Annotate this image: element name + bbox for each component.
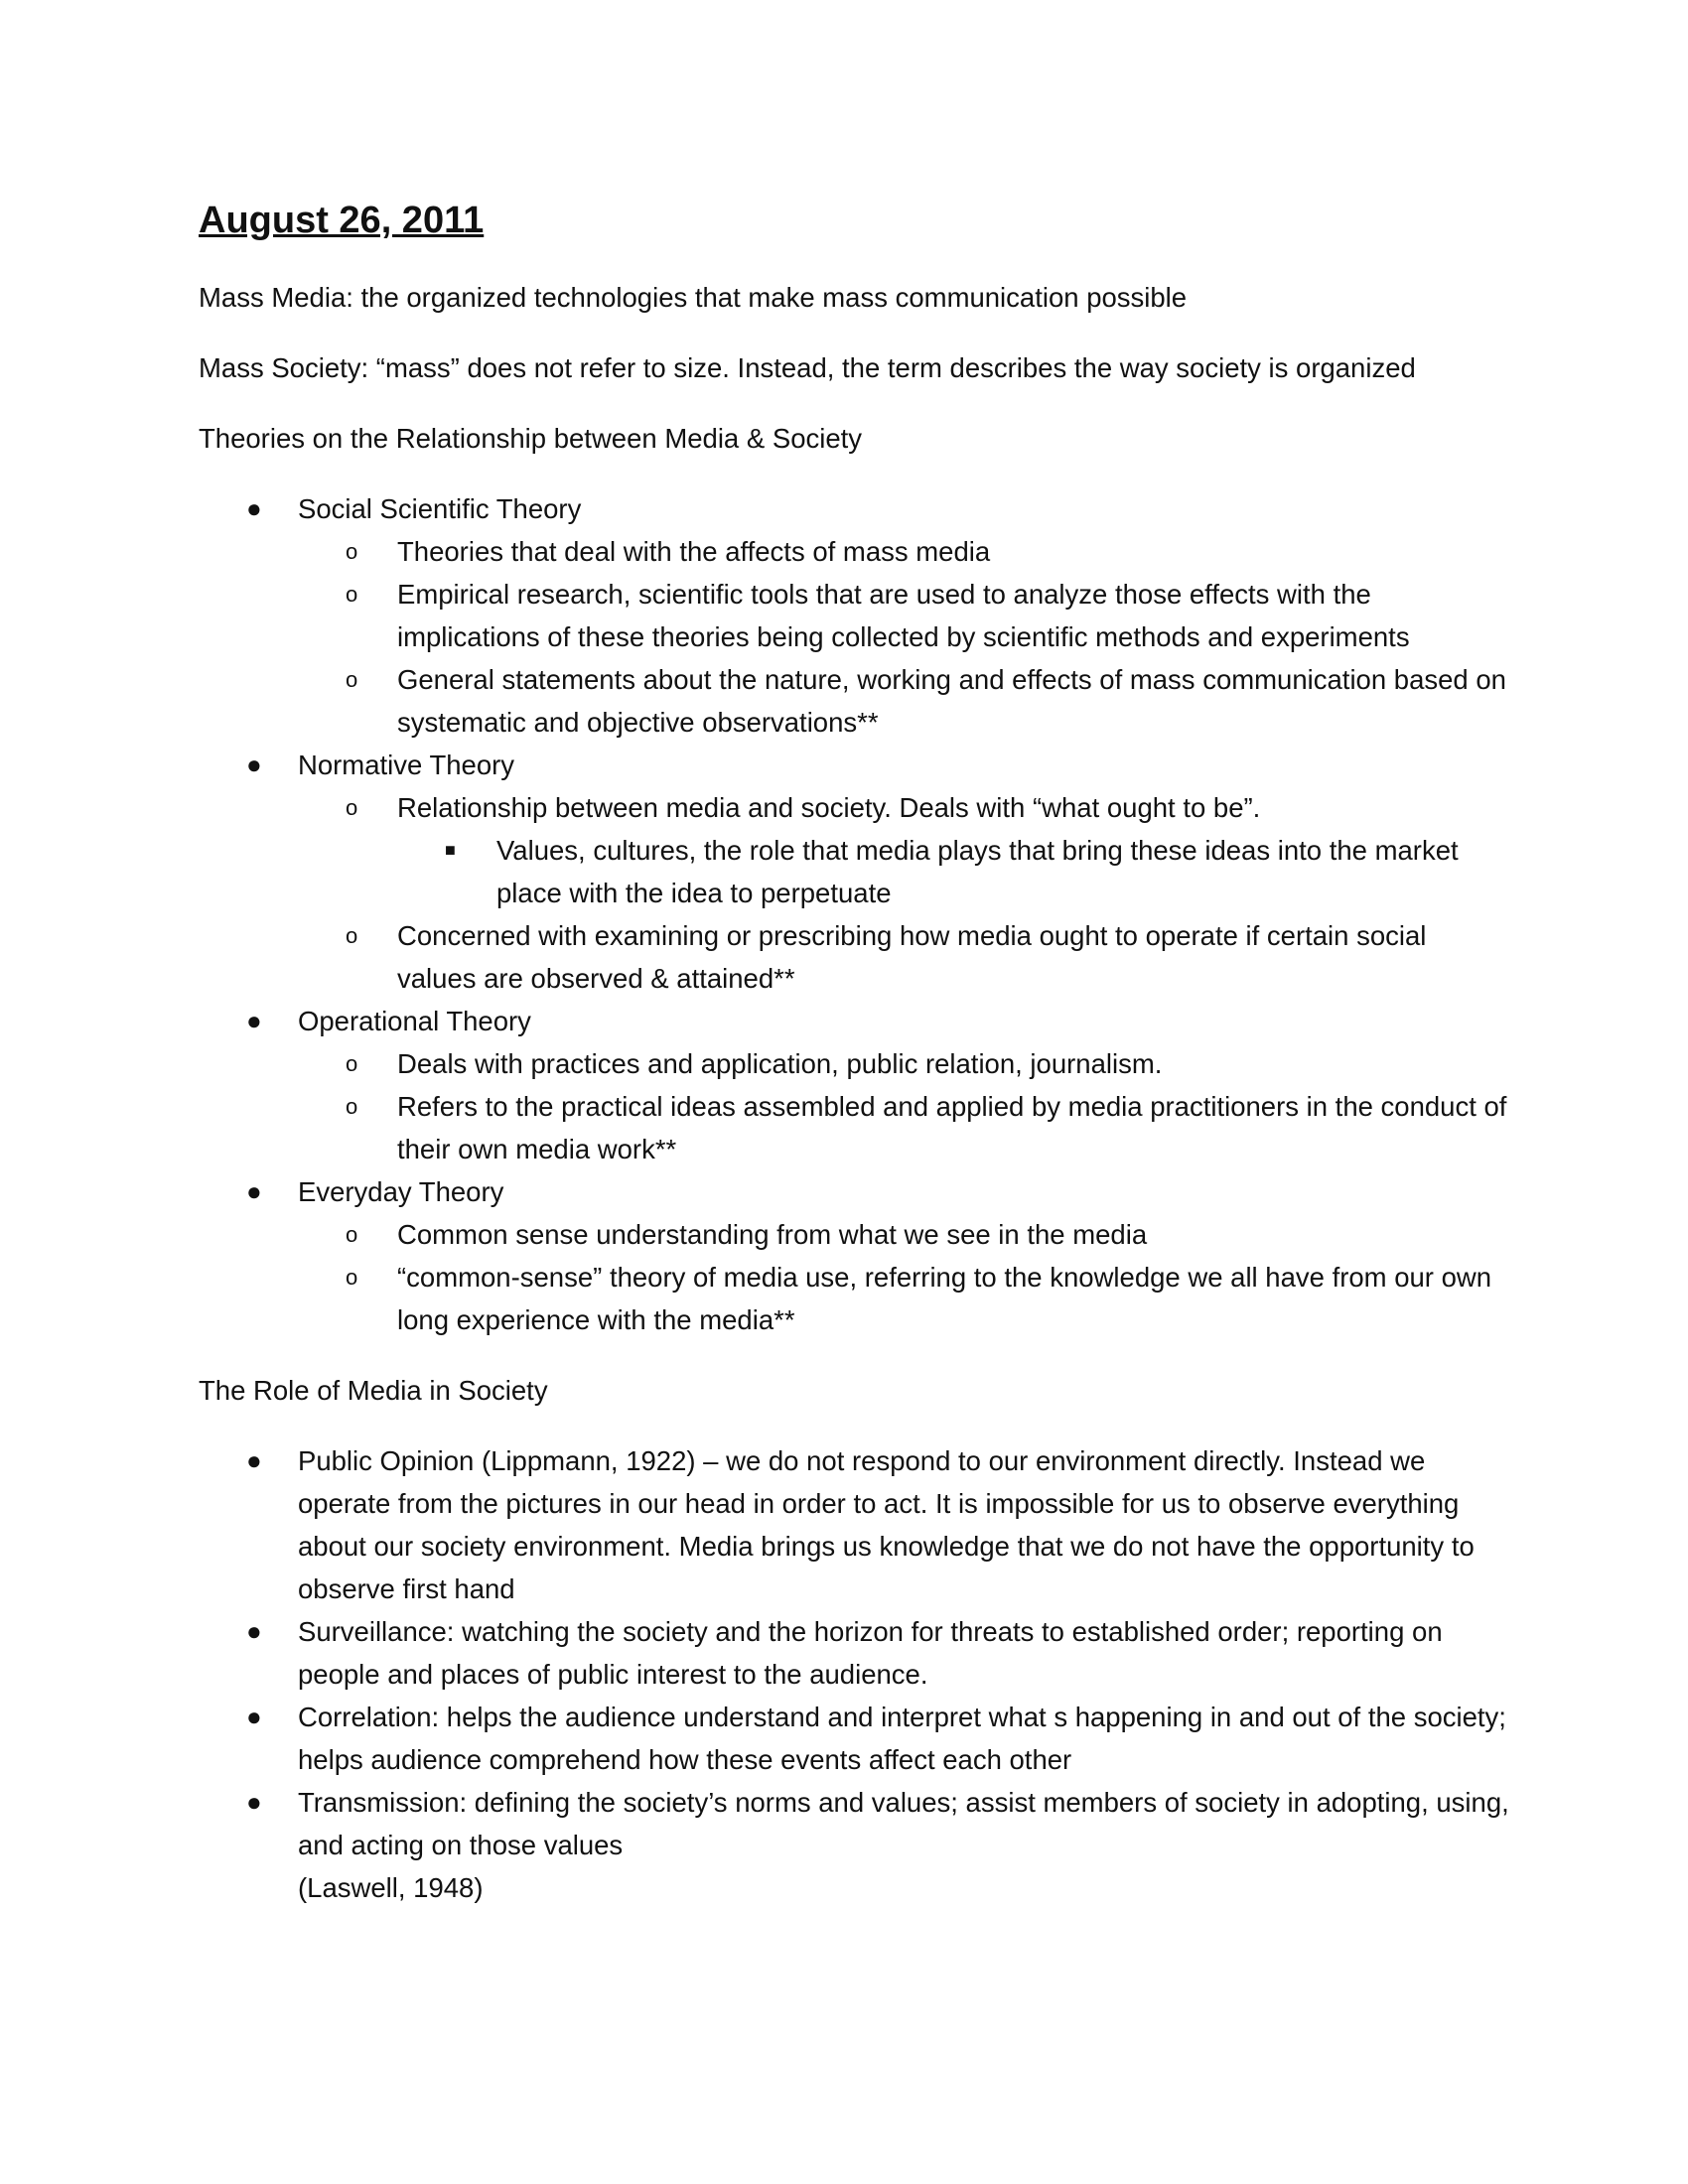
circle-bullet-icon: o bbox=[346, 1051, 358, 1076]
circle-bullet-icon: o bbox=[346, 1265, 358, 1290]
list-item bbox=[199, 487, 1509, 744]
bullet-icon: ● bbox=[246, 1445, 262, 1475]
bullet-icon: ● bbox=[246, 1702, 262, 1731]
list-item bbox=[199, 1170, 1509, 1341]
list-item bbox=[199, 1439, 1509, 1610]
circle-bullet-icon: o bbox=[346, 923, 358, 948]
list-item bbox=[298, 573, 1509, 658]
list-item-text: Refers to the practical ideas assembled and applied by media practitioners in the conduct of their own media work** bbox=[397, 1091, 1507, 1164]
role-text: Public Opinion (Lippmann, 1922) – we do not respond to our environment directly. Instead we operate from the pictures in our head in order to act. It is impossible for us to observe everything about our society environment. Media brings us knowledge that we do not have the opportunity to observe first hand bbox=[298, 1445, 1475, 1604]
list-item bbox=[199, 744, 1509, 1000]
circle-bullet-icon: o bbox=[346, 582, 358, 607]
citation: (Laswell, 1948) bbox=[298, 1872, 484, 1903]
circle-bullet-icon: o bbox=[346, 1094, 358, 1119]
theories-list bbox=[199, 487, 1509, 1341]
theory-label: Social Scientific Theory bbox=[298, 493, 582, 524]
list-item-text: Empirical research, scientific tools that are used to analyze those effects with the implications of these theories being collected by scientific methods and experiments bbox=[397, 579, 1410, 652]
list-item-text: Deals with practices and application, public relation, journalism. bbox=[397, 1048, 1163, 1079]
circle-bullet-icon: o bbox=[346, 1222, 358, 1247]
definition-mass-media: Mass Media: the organized technologies that make mass communication possible bbox=[199, 282, 1188, 313]
list-item bbox=[298, 530, 1509, 573]
roles-heading: The Role of Media in Society bbox=[199, 1375, 548, 1406]
document-page bbox=[199, 195, 1509, 1937]
list-item bbox=[298, 786, 1509, 914]
theory-label: Normative Theory bbox=[298, 750, 515, 780]
bullet-icon: ● bbox=[246, 1616, 262, 1646]
bullet-icon: ● bbox=[246, 1006, 262, 1035]
list-item bbox=[298, 1256, 1509, 1341]
list-item-text: Relationship between media and society. Deals with “what ought to be”. bbox=[397, 792, 1261, 823]
list-item bbox=[199, 1000, 1509, 1170]
bullet-icon: ● bbox=[246, 493, 262, 523]
circle-bullet-icon: o bbox=[346, 795, 358, 820]
bullet-icon: ● bbox=[246, 1787, 262, 1817]
definition-mass-society: Mass Society: “mass” does not refer to size. Instead, the term describes the way society is organized bbox=[199, 352, 1416, 383]
list-item bbox=[199, 1610, 1509, 1696]
list-item bbox=[298, 1085, 1509, 1170]
theories-heading: Theories on the Relationship between Media & Society bbox=[199, 423, 863, 454]
date-heading: August 26, 2011 bbox=[199, 200, 485, 241]
list-item-text: Values, cultures, the role that media plays that bring these ideas into the market place with the idea to perpetuate bbox=[496, 835, 1459, 908]
bullet-icon: ● bbox=[246, 1176, 262, 1206]
square-bullet-icon: ■ bbox=[445, 840, 456, 860]
role-text: Transmission: defining the society’s norms and values; assist members of society in adopting, using, and acting on those values bbox=[298, 1787, 1509, 1860]
list-item bbox=[397, 829, 1509, 914]
role-text: Correlation: helps the audience understand and interpret what s happening in and out of the society; helps audience comprehend how these events affect each other bbox=[298, 1702, 1506, 1775]
circle-bullet-icon: o bbox=[346, 667, 358, 692]
list-item-text: General statements about the nature, working and effects of mass communication based on systematic and objective observations** bbox=[397, 664, 1506, 738]
list-item-text: Theories that deal with the affects of mass media bbox=[397, 536, 991, 567]
roles-list bbox=[199, 1439, 1509, 1909]
list-item-text: Concerned with examining or prescribing how media ought to operate if certain social values are observed & attained** bbox=[397, 920, 1427, 994]
list-item-text: Common sense understanding from what we see in the media bbox=[397, 1219, 1148, 1250]
list-item bbox=[298, 1042, 1509, 1085]
list-item bbox=[298, 658, 1509, 744]
bullet-icon: ● bbox=[246, 750, 262, 779]
theory-label: Operational Theory bbox=[298, 1006, 531, 1036]
list-item bbox=[199, 1781, 1509, 1909]
list-item bbox=[298, 1213, 1509, 1256]
list-item-text: “common-sense” theory of media use, referring to the knowledge we all have from our own long experience with the media** bbox=[397, 1262, 1492, 1335]
role-text: Surveillance: watching the society and the horizon for threats to established order; reporting on people and places of public interest to the audience. bbox=[298, 1616, 1443, 1690]
theory-label: Everyday Theory bbox=[298, 1176, 504, 1207]
circle-bullet-icon: o bbox=[346, 539, 358, 564]
list-item bbox=[298, 914, 1509, 1000]
list-item bbox=[199, 1696, 1509, 1781]
